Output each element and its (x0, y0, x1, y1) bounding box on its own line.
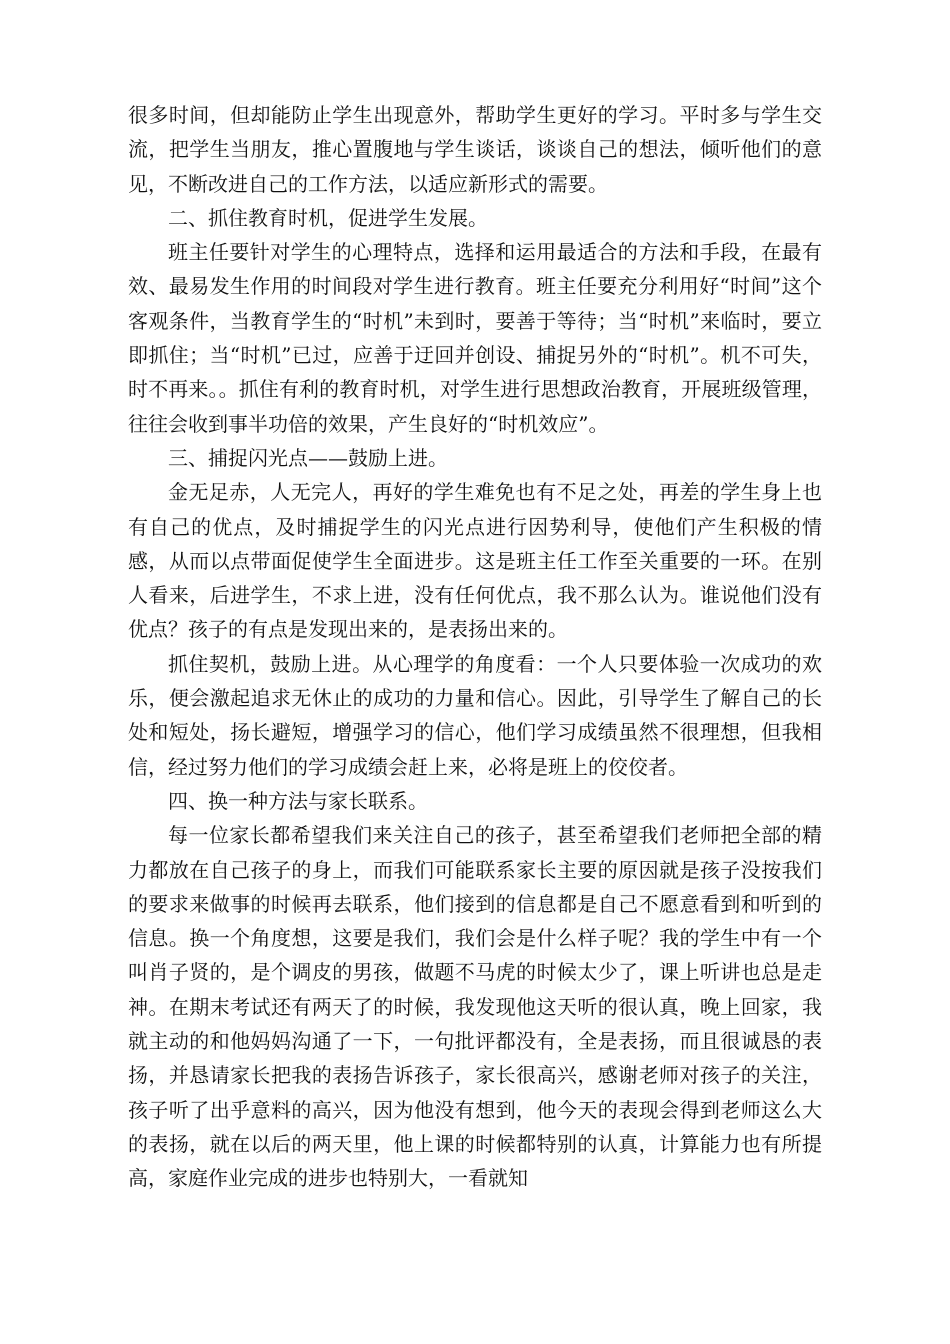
section-heading-3: 三、捕捉闪光点——鼓励上进。 (168, 445, 448, 470)
paragraph-education-timing: 班主任要针对学生的心理特点，选择和运用最适合的方法和手段，在最有效、最易发生作用的时间段对学生进行教育。班主任要充分利用好“时间”这个客观条件，当教育学生的“时机”未到时，要善于等待；当“时机”来临时，要立即抓住；当“时机”已过，应善于迂回并创设、捕捉另外的“时机”。机不可失，时不再来。。抓住有利的教育时机，对学生进行思想政治教育，开展班级管理，往往会收到事半功倍的效果，产生良好的“时机效应”。 (128, 240, 822, 436)
paragraph-continuation: 很多时间，但却能防止学生出现意外，帮助学生更好的学习。平时多与学生交流，把学生当朋友，推心置腹地与学生谈话，谈谈自己的想法，倾听他们的意见，不断改进自己的工作方法，以适应新形式的需要。 (128, 103, 822, 196)
section-heading-2: 二、抓住教育时机，促进学生发展。 (168, 205, 488, 230)
section-heading-4: 四、换一种方法与家长联系。 (168, 788, 428, 813)
paragraph-parent-contact: 每一位家长都希望我们来关注自己的孩子，甚至希望我们老师把全部的精力都放在自己孩子的身上，而我们可能联系家长主要的原因就是孩子没按我们的要求来做事的时候再去联系，他们接到的信息都是自己不愿意看到和听到的信息。换一个角度想，这要是我们，我们会是什么样子呢？我的学生中有一个叫肖子贤的，是个调皮的男孩，做题不马虎的时候太少了，课上听讲也总是走神。在期末考试还有两天了的时候，我发现他这天听的很认真，晚上回家，我就主动的和他妈妈沟通了一下，一句批评都没有，全是表扬，而且很诚恳的表扬，并恳请家长把我的表扬告诉孩子，家长很高兴，感谢老师对孩子的关注，孩子听了出乎意料的高兴，因为他没有想到，他今天的表现会得到老师这么大的表扬，就在以后的两天里，他上课的时候都特别的认真，计算能力也有所提高，家庭作业完成的进步也特别大，一看就知 (128, 823, 822, 1191)
paragraph-encourage: 抓住契机，鼓励上进。从心理学的角度看：一个人只要体验一次成功的欢乐，便会激起追求无休止的成功的力量和信心。因此，引导学生了解自己的长处和短处，扬长避短，增强学习的信心，他们学习成绩虽然不很理想，但我相信，经过努力他们的学习成绩会赶上来，必将是班上的佼佼者。 (128, 651, 822, 779)
paragraph-bright-spots: 金无足赤，人无完人，再好的学生难免也有不足之处，再差的学生身上也有自己的优点，及时捕捉学生的闪光点进行因势利导，使他们产生积极的情感，从而以点带面促使学生全面进步。这是班主任工作至关重要的一环。在别人看来，后进学生，不求上进，没有任何优点，我不那么认为。谁说他们没有优点？孩子的有点是发现出来的，是表扬出来的。 (128, 480, 822, 642)
document-page (128, 98, 822, 1196)
